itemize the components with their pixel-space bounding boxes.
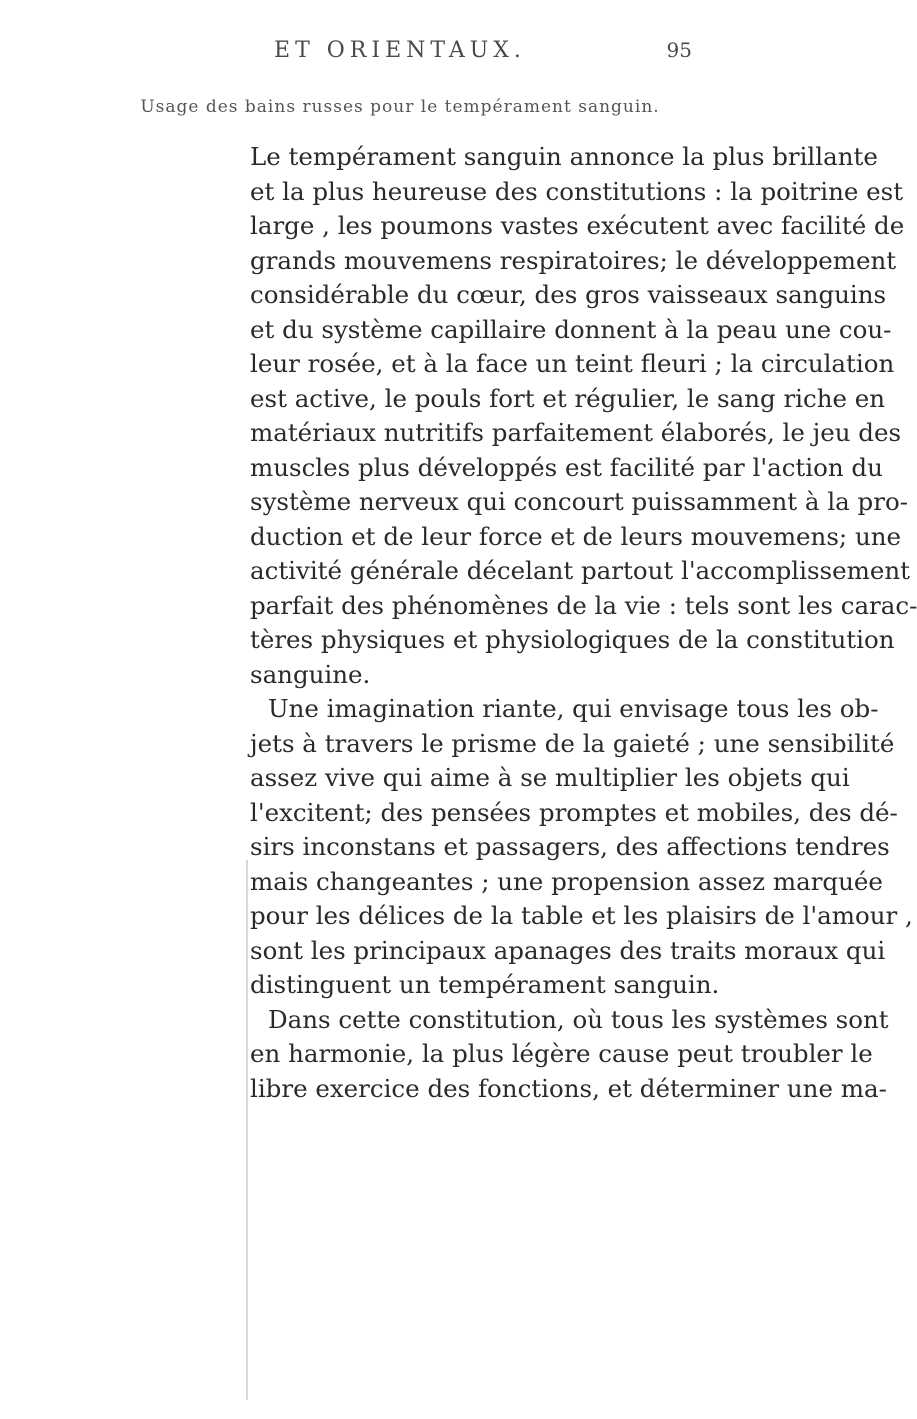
text-line: distinguent un tempérament sanguin. <box>250 970 720 999</box>
text-line: mais changeantes ; une propension assez marquée <box>250 866 883 896</box>
gutter-shadow <box>246 860 248 1400</box>
page-number: 95 <box>666 38 692 62</box>
text-line: Le tempérament sanguin annonce la plus brillante <box>250 142 878 171</box>
text-line: sont les principaux apanages des traits moraux qui <box>250 935 886 965</box>
body-text <box>250 140 917 1106</box>
text-line: large , les poumons vastes exécutent avec facilité de <box>250 211 905 240</box>
section-subtitle: Usage des bains russes pour le tempérament sanguin. <box>140 97 660 117</box>
text-line: l'excitent; des pensées promptes et mobiles, des dé- <box>250 797 898 827</box>
text-line: pour les délices de la table et les plaisirs de l'amour , <box>250 901 913 930</box>
text-line: activité générale décelant partout l'accomplissement <box>250 556 910 585</box>
text-line: muscles plus développés est facilité par l'action du <box>250 452 883 482</box>
text-line: grands mouvemens respiratoires; le développement <box>250 245 897 275</box>
text-line: jets à travers le prisme de la gaieté ; une sensibilité <box>250 728 895 758</box>
running-head <box>0 38 800 78</box>
text-line: tères physiques et physiologiques de la constitution <box>250 625 895 654</box>
text-line: Une imagination riante, qui envisage tous les ob- <box>268 694 879 723</box>
text-line: en harmonie, la plus légère cause peut troubler le <box>250 1039 873 1068</box>
text-line: parfait des phénomènes de la vie : tels sont les carac- <box>250 590 917 620</box>
text-line: sirs inconstans et passagers, des affections tendres <box>250 832 890 861</box>
text-line: assez vive qui aime à se multiplier les objets qui <box>250 763 850 792</box>
text-line: leur rosée, et à la face un teint fleuri ; la circulation <box>250 349 895 378</box>
text-line: libre exercice des fonctions, et déterminer une ma- <box>250 1073 887 1103</box>
text-line: matériaux nutritifs parfaitement élaborés, le jeu des <box>250 418 902 447</box>
text-line: duction et de leur force et de leurs mouvemens; une <box>250 521 902 551</box>
text-line: système nerveux qui concourt puissamment à la pro- <box>250 487 908 516</box>
text-line: sanguine. <box>250 659 371 689</box>
running-title: ET ORIENTAUX. <box>274 38 526 63</box>
text-line: Dans cette constitution, où tous les systèmes sont <box>268 1004 889 1034</box>
text-line: et la plus heureuse des constitutions : la poitrine est <box>250 176 904 206</box>
text-line: considérable du cœur, des gros vaisseaux sanguins <box>250 280 887 309</box>
text-line: est active, le pouls fort et régulier, le sang riche en <box>250 383 886 413</box>
text-line: et du système capillaire donnent à la peau une cou- <box>250 314 892 344</box>
